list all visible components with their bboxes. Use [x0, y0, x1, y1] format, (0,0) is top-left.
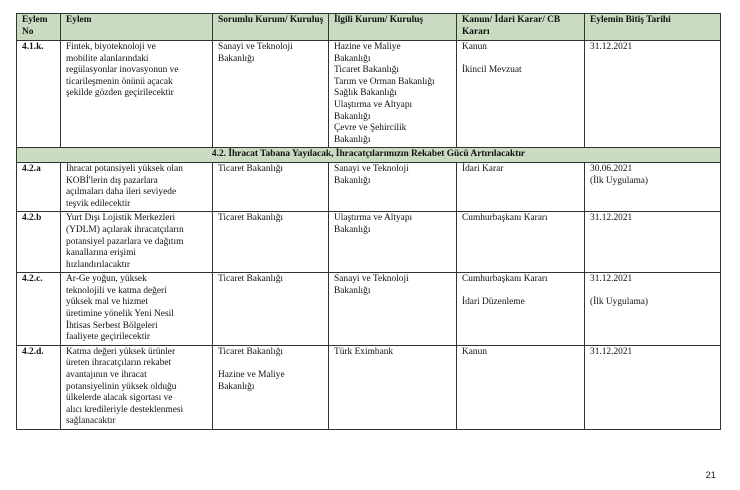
responsible-institution: Ticaret Bakanlığı — [213, 212, 329, 273]
action-line: mobilite alanlarındaki — [66, 53, 149, 64]
related-institution — [329, 273, 457, 346]
spacer — [462, 54, 580, 66]
action-text — [61, 212, 213, 273]
spacer — [218, 358, 324, 370]
responsible-institution — [213, 345, 329, 429]
section-title: 4.2. İhracat Tabana Yayılacak, İhracatçılarımızın Rekabet Gücü Artırılacaktır — [17, 148, 721, 163]
action-no: 4.1.k. — [17, 41, 61, 148]
responsible-line: Bakanlığı — [218, 381, 255, 392]
legal-instrument: Kanun — [457, 345, 585, 429]
action-line: şekilde gözden geçirilecektir — [66, 88, 174, 99]
responsible-line: Bakanlığı — [218, 53, 255, 64]
spacer — [462, 286, 580, 298]
action-line: alıcı kredileriyle desteklenmesi — [66, 404, 184, 415]
header-end-date: Eylemin Bitiş Tarihi — [585, 14, 721, 41]
related-line: Ulaştırma ve Altyapı — [334, 213, 413, 224]
action-text — [61, 41, 213, 148]
action-line: teşvik edilecektir — [66, 198, 131, 209]
end-date — [585, 273, 721, 346]
related-line: Bakanlığı — [334, 175, 371, 186]
table-row — [17, 273, 721, 346]
action-no: 4.2.d. — [17, 345, 61, 429]
header-law: Kanun/ İdari Karar/ CB Kararı — [457, 14, 585, 41]
action-line: üretimine yönelik Yeni Nesil — [66, 309, 174, 320]
date-note: (İlk Uygulama) — [590, 175, 649, 186]
related-line: Bakanlığı — [334, 134, 371, 145]
responsible-institution — [213, 41, 329, 148]
action-line: üreten ihracatçıların rekabet — [66, 358, 172, 369]
legal-instrument: İdari Karar — [457, 162, 585, 211]
end-date: 31.12.2021 — [585, 212, 721, 273]
action-line: avantajının ve ihracat — [66, 370, 147, 381]
action-no: 4.2.c. — [17, 273, 61, 346]
section-row — [17, 148, 721, 163]
responsible-institution: Ticaret Bakanlığı — [213, 162, 329, 211]
action-line: Yurt Dışı Lojistik Merkezleri — [66, 213, 176, 224]
related-line: Sanayi ve Teknoloji — [334, 274, 409, 285]
related-institution — [329, 41, 457, 148]
action-text — [61, 273, 213, 346]
action-no: 4.2.b — [17, 212, 61, 273]
related-line: Sanayi ve Teknoloji — [334, 163, 409, 174]
law-line: İdari Düzenleme — [462, 297, 525, 308]
action-line: Katma değeri yüksek ürünler — [66, 346, 176, 357]
date-note: (İlk Uygulama) — [590, 297, 649, 308]
action-line: regülasyonlar inovasyonun ve — [66, 65, 179, 76]
law-line: İkincil Mevzuat — [462, 65, 522, 76]
action-plan-table — [16, 13, 721, 430]
responsible-line: Sanayi ve Teknoloji — [218, 42, 293, 52]
related-institution — [329, 162, 457, 211]
related-line: Çevre ve Şehircilik — [334, 123, 407, 134]
page-number: 21 — [705, 469, 716, 480]
action-line: (YDLM) açılarak ihracatçıların — [66, 224, 184, 235]
responsible-line: Ticaret Bakanlığı — [218, 346, 284, 357]
related-line: Tarım ve Orman Bakanlığı — [334, 76, 435, 87]
date-line: 30.06.2021 — [590, 163, 633, 174]
table-header-row — [17, 14, 721, 41]
action-no: 4.2.a — [17, 162, 61, 211]
responsible-institution: Ticaret Bakanlığı — [213, 273, 329, 346]
header-related: İlgili Kurum/ Kuruluş — [329, 14, 457, 41]
table-row — [17, 162, 721, 211]
related-line: Ulaştırma ve Altyapı — [334, 99, 413, 110]
action-line: kanallarına erişimi — [66, 248, 137, 259]
header-responsible: Sorumlu Kurum/ Kuruluş — [213, 14, 329, 41]
spacer — [590, 286, 716, 298]
action-line: Ar-Ge yoğun, yüksek — [66, 274, 147, 285]
action-line: ülkelerde alacak sigortası ve — [66, 393, 173, 404]
legal-instrument — [457, 273, 585, 346]
action-line: ticarileşmenin önünü açacak — [66, 76, 173, 87]
action-text — [61, 345, 213, 429]
responsible-line: Hazine ve Maliye — [218, 370, 285, 381]
related-line: Bakanlığı — [334, 111, 371, 122]
action-line: açılmaları daha ileri seviyede — [66, 187, 177, 198]
header-action-no: Eylem No — [17, 14, 61, 41]
action-line: İhtisas Serbest Bölgeleri — [66, 320, 158, 331]
table-row — [17, 41, 721, 148]
action-line: faaliyete geçirilecektir — [66, 332, 151, 343]
action-line: teknolojili ve katma değeri — [66, 285, 167, 296]
table-row — [17, 212, 721, 273]
action-line: KOBİ'lerin dış pazarlara — [66, 175, 158, 186]
header-action: Eylem — [61, 14, 213, 41]
related-line: Sağlık Bakanlığı — [334, 88, 397, 99]
action-line: yüksek mal ve hizmet — [66, 297, 149, 308]
related-institution: Türk Eximbank — [329, 345, 457, 429]
related-line: Hazine ve Maliye — [334, 42, 401, 52]
action-line: sağlanacaktır — [66, 416, 116, 427]
related-line: Ticaret Bakanlığı — [334, 65, 400, 76]
related-line: Bakanlığı — [334, 285, 371, 296]
action-line: hızlandırılacaktır — [66, 259, 131, 270]
action-line: İhracat potansiyeli yüksek olan — [66, 163, 183, 174]
end-date: 31.12.2021 — [585, 345, 721, 429]
related-line: Bakanlığı — [334, 53, 371, 64]
end-date — [585, 162, 721, 211]
related-institution — [329, 212, 457, 273]
date-line: 31.12.2021 — [590, 274, 633, 285]
table-row — [17, 345, 721, 429]
legal-instrument: Cumhurbaşkanı Kararı — [457, 212, 585, 273]
action-text — [61, 162, 213, 211]
action-line: potansiyelinin yüksek olduğu — [66, 381, 177, 392]
end-date: 31.12.2021 — [585, 41, 721, 148]
law-line: Cumhurbaşkanı Kararı — [462, 274, 548, 285]
related-line: Bakanlığı — [334, 224, 371, 235]
action-line: potansiyel pazarlara ve dağıtım — [66, 236, 184, 247]
law-line: Kanun — [462, 42, 487, 52]
action-line: Fintek, biyoteknoloji ve — [66, 42, 156, 52]
legal-instrument — [457, 41, 585, 148]
